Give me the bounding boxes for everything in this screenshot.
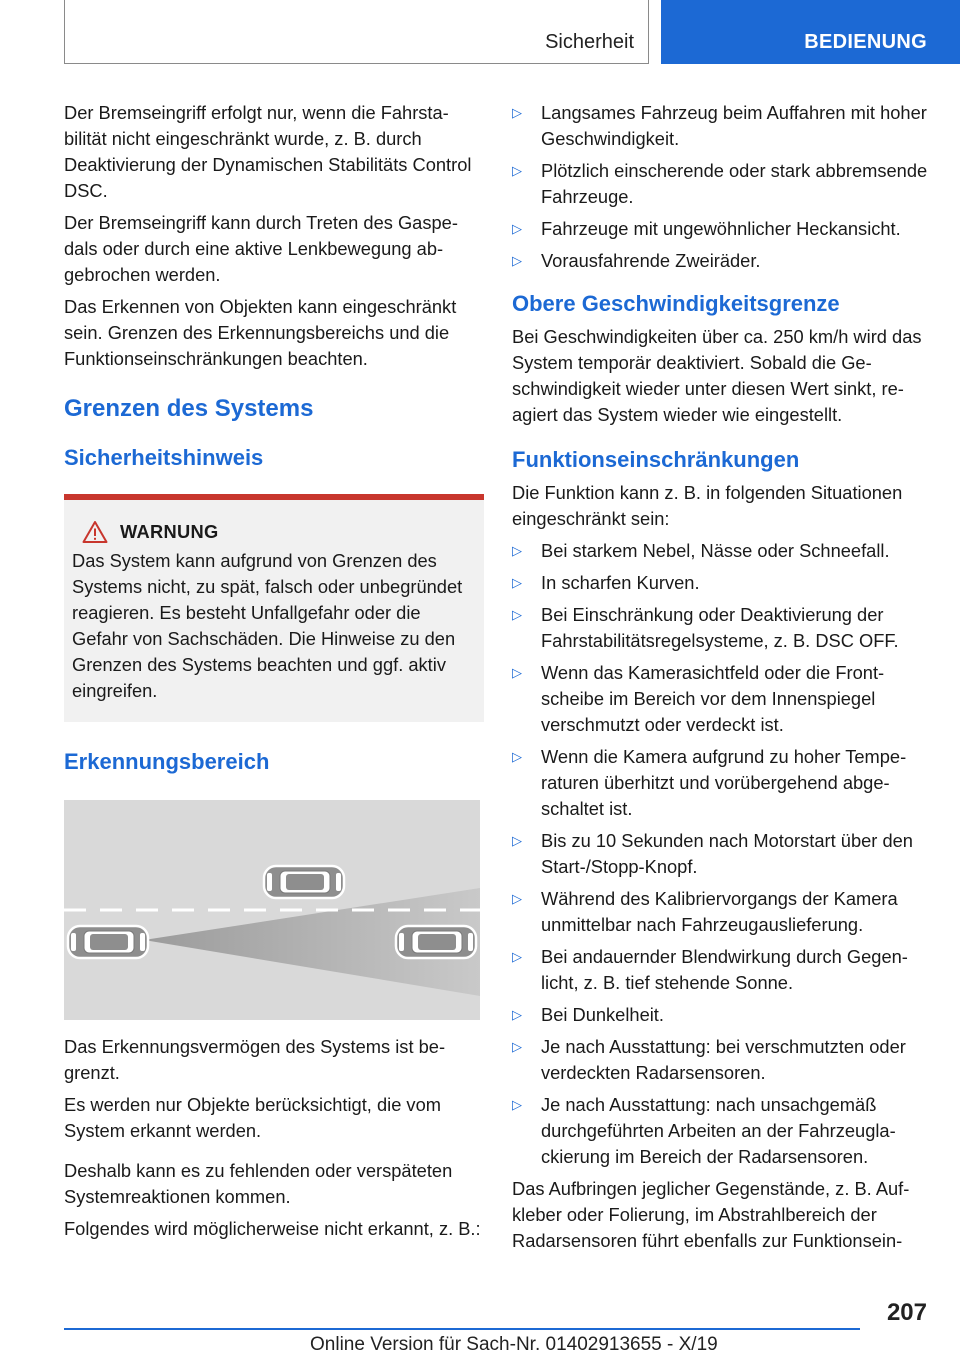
- list-item: ▷ Vorausfahrende Zweiräder.: [512, 248, 932, 274]
- warning-text: Das System kann aufgrund von Grenzen des Systems nicht, zu spät, falsch oder unbegründet reagieren. Es besteht Unfallgefahr oder die Gefahr von Sachschäden. Die Hinweise zu den Grenzen des Systems beachten und ggf. aktiv eingreifen.: [72, 550, 463, 701]
- heading-system-limits: Grenzen des Systems: [64, 395, 314, 422]
- bullet-triangle-icon: ▷: [512, 105, 522, 120]
- list-item: ▷ Langsames Fahrzeug beim Auffahren mit hoher Geschwindigkeit.: [512, 102, 927, 149]
- undetected-objects-list: [512, 100, 932, 274]
- header-section-tab: [64, 0, 649, 64]
- heading-safety-note: Sicherheitshinweis: [64, 445, 264, 470]
- intro-paragraph-1: Der Bremseingriff erfolgt nur, wenn die Fahrstabilität nicht eingeschränkt wurde, z. B. durch Deaktivierung der Dynamischen Stabilitäts Control DSC.: [64, 102, 472, 201]
- page-number: 207: [886, 1299, 927, 1326]
- header-chapter-tab: [661, 0, 960, 64]
- bullet-triangle-icon: ▷: [512, 749, 522, 764]
- bullet-triangle-icon: ▷: [512, 1097, 522, 1112]
- detection-range-illustration: [64, 800, 480, 1020]
- after-figure-paragraph-4: Folgendes wird möglicherweise nicht erkannt, z. B.:: [64, 1218, 481, 1239]
- bullet-triangle-icon: ▷: [512, 163, 522, 178]
- intro-paragraph-3: Das Erkennen von Objekten kann eingeschränkt sein. Grenzen des Erkennungsbereichs und die Funktionseinschränkungen beachten.: [64, 296, 457, 369]
- list-item: ▷ Bei Dunkelheit.: [512, 1002, 932, 1028]
- footer-online-version: Online Version für Sach-Nr. 01402913655 - X/19: [310, 1334, 718, 1355]
- heading-detection-range: Erkennungsbereich: [64, 749, 270, 774]
- bullet-triangle-icon: ▷: [512, 833, 522, 848]
- warning-box: [64, 494, 484, 722]
- left-column: [64, 100, 484, 1248]
- list-item: ▷ Fahrzeuge mit ungewöhnlicher Heckansicht.: [512, 216, 932, 242]
- function-limits-intro: Die Funktion kann z. B. in folgenden Situationen eingeschränkt sein:: [512, 482, 903, 529]
- list-item: ▷ Wenn die Kamera aufgrund zu hoher Temperaturen überhitzt und vorübergehend abgeschaltet ist.: [512, 746, 907, 819]
- bullet-triangle-icon: ▷: [512, 543, 522, 558]
- car-topview-icon: [264, 866, 344, 898]
- warning-title: WARNUNG: [120, 521, 219, 542]
- list-item: ▷ In scharfen Kurven.: [512, 570, 932, 596]
- intro-paragraph-2: Der Bremseingriff kann durch Treten des Gaspedals oder durch eine aktive Lenkbewegung abgebrochen werden.: [64, 212, 458, 285]
- heading-speed-limit: Obere Geschwindigkeitsgrenze: [512, 291, 840, 316]
- after-figure-paragraph-3: Deshalb kann es zu fehlenden oder verspäteten Systemreaktionen kommen.: [64, 1160, 453, 1207]
- list-item: ▷ Während des Kalibriervorgangs der Kamera unmittelbar nach Fahrzeugauslieferung.: [512, 888, 898, 935]
- list-item: ▷ Plötzlich einscherende oder stark abbremsende Fahrzeuge.: [512, 160, 928, 207]
- list-item: ▷ Je nach Ausstattung: nach unsachgemäß durchgeführten Arbeiten an der Fahrzeuglackierung im Bereich der Radarsensoren.: [512, 1094, 896, 1167]
- bullet-triangle-icon: ▷: [512, 253, 522, 268]
- bullet-triangle-icon: ▷: [512, 1007, 522, 1022]
- car-topview-icon: [68, 926, 148, 958]
- bullet-triangle-icon: ▷: [512, 221, 522, 236]
- right-column: [512, 100, 932, 1260]
- car-topview-icon: [396, 926, 476, 958]
- detection-range-figure: [64, 800, 480, 1020]
- bullet-triangle-icon: ▷: [512, 575, 522, 590]
- footer-divider: [64, 1328, 860, 1330]
- list-item: ▷ Bei andauernder Blendwirkung durch Gegenlicht, z. B. tief stehende Sonne.: [512, 946, 908, 993]
- bullet-triangle-icon: ▷: [512, 665, 522, 680]
- list-item: ▷ Bei starkem Nebel, Nässe oder Schneefall.: [512, 538, 932, 564]
- bullet-triangle-icon: ▷: [512, 1039, 522, 1054]
- function-limits-list: [512, 538, 932, 1170]
- after-figure-paragraph-2: Es werden nur Objekte berücksichtigt, die vom System erkannt werden.: [64, 1094, 441, 1141]
- list-item: ▷ Wenn das Kamerasichtfeld oder die Frontscheibe im Bereich vor dem Innenspiegel verschmutzt oder verdeckt ist.: [512, 662, 885, 735]
- bullet-triangle-icon: ▷: [512, 891, 522, 906]
- header-chapter-title: BEDIENUNG: [804, 31, 927, 53]
- list-item: ▷ Bei Einschränkung oder Deaktivierung der Fahrstabilitätsregelsysteme, z. B. DSC OFF.: [512, 604, 899, 651]
- list-item: ▷ Bis zu 10 Sekunden nach Motorstart über den Start-/Stopp-Knopf.: [512, 830, 913, 877]
- bullet-triangle-icon: ▷: [512, 949, 522, 964]
- bullet-triangle-icon: ▷: [512, 607, 522, 622]
- warning-header: [72, 520, 476, 544]
- heading-function-limits: Funktionseinschränkungen: [512, 447, 800, 472]
- warning-triangle-icon: [82, 520, 108, 544]
- header-section-title: Sicherheit: [545, 31, 634, 53]
- after-figure-paragraph-1: Das Erkennungsvermögen des Systems ist begrenzt.: [64, 1036, 446, 1083]
- list-item: ▷ Je nach Ausstattung: bei verschmutzten oder verdeckten Radarsensoren.: [512, 1036, 906, 1083]
- speed-limit-text: Bei Geschwindigkeiten über ca. 250 km/h wird das System temporär deaktiviert. Sobald die Geschwindigkeit wieder unter diesen Wert sinkt, reagiert das System wieder wie eingestellt.: [512, 326, 922, 425]
- closing-paragraph: Das Aufbringen jeglicher Gegenstände, z. B. Aufkleber oder Folierung, im Abstrahlbereich der Radarsensoren führt ebenfalls zur Funktionsein-: [512, 1178, 910, 1251]
